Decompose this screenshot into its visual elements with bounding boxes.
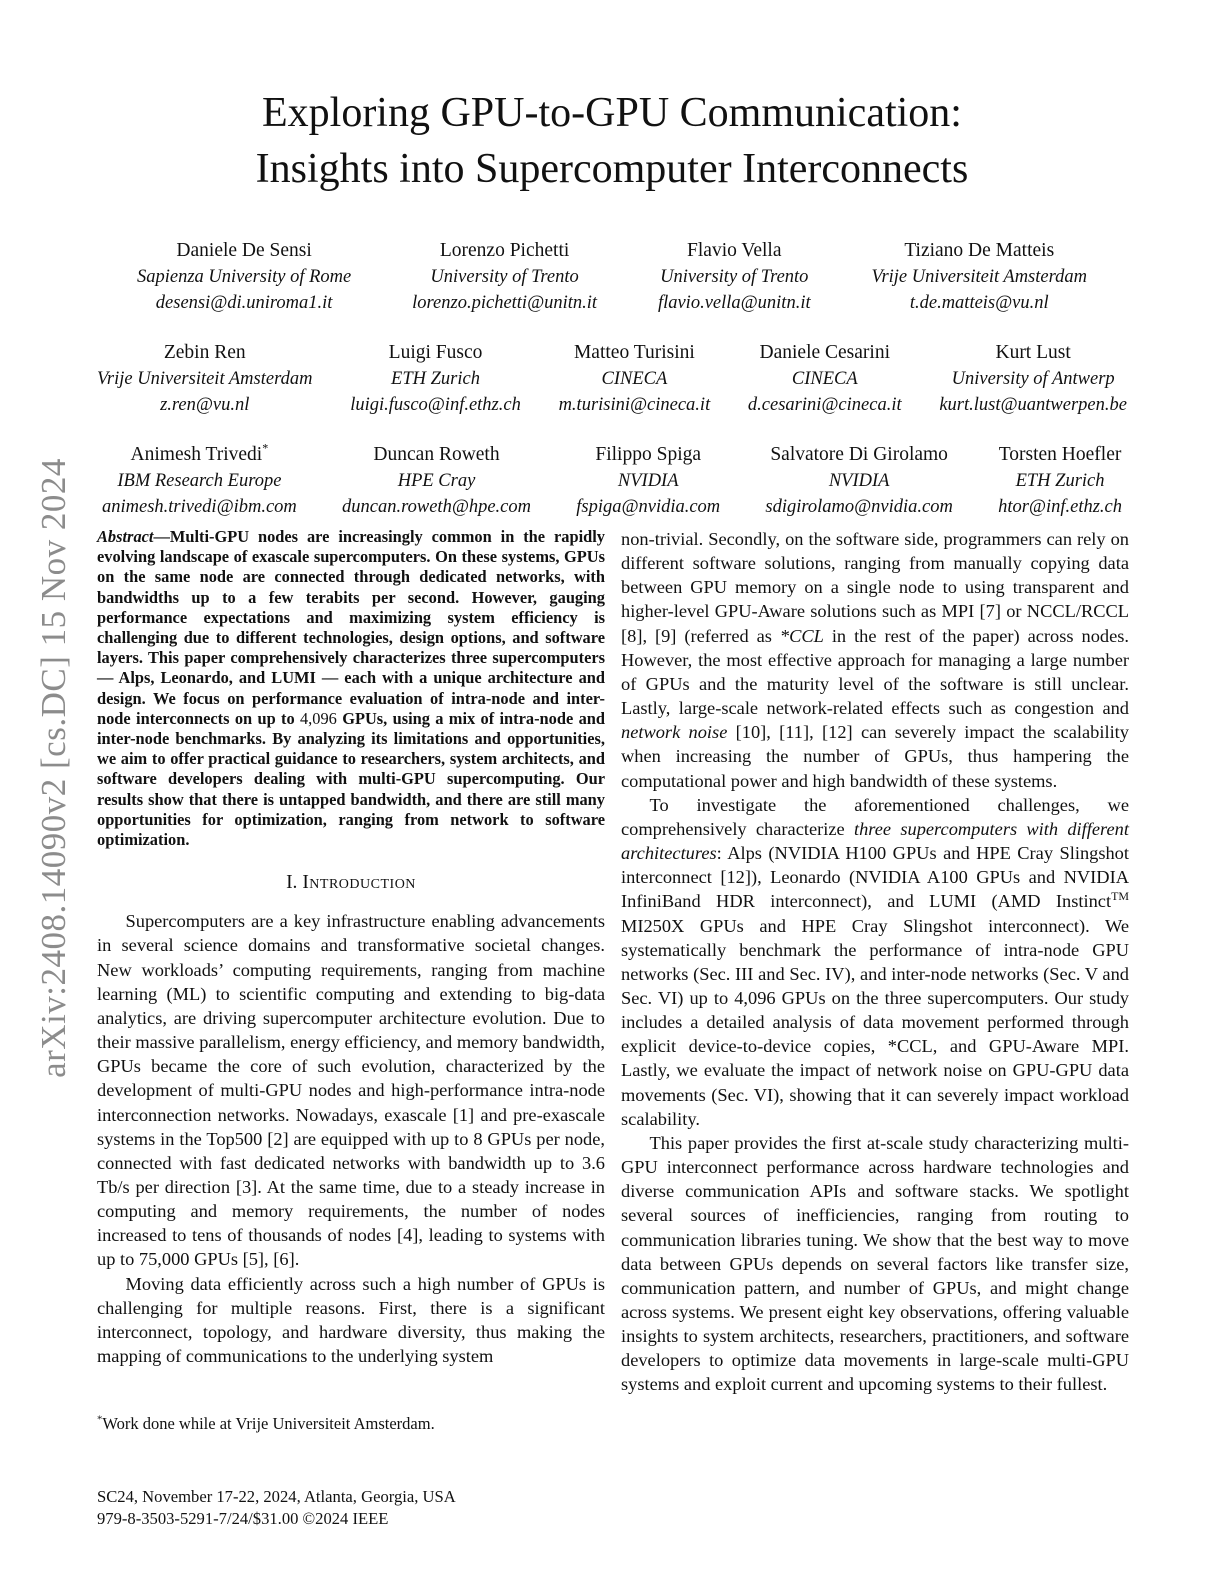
intro-paragraph-1: Supercomputers are a key infrastructure enabling advancements in several science domains and transformative societal changes. New workloads’ computing requirements, ranging from machine learning (ML) to scientific computing and extending to big-data analytics, are driving supercomputer architecture evolution. Due to their massive parallelism, energy efficiency, and memory bandwidth, GPUs became the core of such evolution, characterized by the development of multi-GPU nodes and high-performance intra-node interconnection networks. Nowadays, exascale [1] and pre-exascale systems in the Top500 [2] are equipped with up to 8 GPUs per node, connected with fast dedicated networks with bandwidth up to 3.6 Tb/s per direction [3]. At the same time, due to a steady increase in computing and memory requirements, the number of nodes increased to tens of thousands of nodes [4], leading to systems with up to 75,000 GPUs [5], [6]. <box>97 911 605 1270</box>
author-name: Flavio Vella <box>687 240 782 261</box>
author-name: Lorenzo Pichetti <box>439 240 570 261</box>
right-paragraph-3: This paper provides the first at-scale study characterizing multi-GPU interconnect performance across hardware technologies and diverse communication APIs and software stacks. We spotlight several sources of inefficiencies, ranging from routing to communication libraries tuning. We show that the best way to move data between GPUs depends on several factors like transfer size, communication pattern, and number of GPUs, and might change across systems. We present eight key observations, offering valuable insights to system architects, researchers, practitioners, and software developers to optimize data movements in large-scale multi-GPU systems and exploit current and upcoming systems to their fullest. <box>621 1132 1129 1395</box>
author-pichetti <box>412 238 597 316</box>
author-spiga <box>576 442 720 520</box>
author-name: Salvatore Di Girolamo <box>770 444 948 465</box>
author-email: animesh.trivedi@ibm.com <box>102 497 297 517</box>
author-affiliation: University of Trento <box>430 267 579 287</box>
author-name: Tiziano De Matteis <box>904 240 1055 261</box>
paper-title <box>0 86 1224 198</box>
author-trivedi <box>102 442 297 520</box>
author-affiliation: Sapienza University of Rome <box>137 267 352 287</box>
intro-paragraph-2: Moving data efficiently across such a high number of GPUs is challenging for multiple reasons. First, there is a significant interconnect, topology, and hardware diversity, thus making the mapping of communications to the underlying system <box>97 1273 605 1367</box>
paper-title-line1: Exploring GPU-to-GPU Communication: <box>262 90 962 136</box>
conference-line: SC24, November 17-22, 2024, Atlanta, Georgia, USA <box>97 1487 456 1506</box>
author-email: duncan.roweth@hpe.com <box>342 497 531 517</box>
body-columns <box>97 527 1129 1397</box>
author-email: z.ren@vu.nl <box>160 395 250 415</box>
author-name: Daniele Cesarini <box>759 342 891 363</box>
right-column <box>621 527 1129 1397</box>
author-name: Animesh Trivedi* <box>130 441 269 465</box>
author-name: Matteo Turisini <box>573 342 695 363</box>
author-email: desensi@di.uniroma1.it <box>155 293 333 313</box>
author-affiliation: Vrije Universiteit Amsterdam <box>97 369 313 389</box>
author-email: m.turisini@cineca.it <box>558 395 711 415</box>
author-email: kurt.lust@uantwerpen.be <box>939 395 1127 415</box>
abstract: Abstract—Multi-GPU nodes are increasingly common in the rapidly evolving landscape of exascale supercomputers. On these systems, GPUs on the same node are connected through dedicated networks, with bandwidths up to a few terabits per second. However, gauging performance expectations and maximizing system efficiency is challenging due to different technologies, design options, and software layers. This paper comprehensively characterizes three supercomputers — Alps, Leonardo, and LUMI — each with a unique architecture and design. We focus on performance evaluation of intra-node and inter-node interconnects on up to 4,096 GPUs, using a mix of intra-node and inter-node benchmarks. By analyzing its limitations and opportunities, we aim to offer practical guidance to researchers, system architects, and software developers dealing with multi-GPU supercomputing. Our results show that there is untapped bandwidth, and there are still many opportunities for optimization, ranging from network to software optimization. <box>97 527 605 850</box>
author-affiliation: ETH Zurich <box>1015 471 1105 491</box>
author-digirolamo <box>765 442 952 520</box>
author-row-3 <box>102 442 1122 520</box>
author-name: Duncan Roweth <box>373 444 500 465</box>
author-email: htor@inf.ethz.ch <box>998 497 1122 517</box>
author-name: Daniele De Sensi <box>176 240 312 261</box>
author-row-2 <box>97 340 1127 418</box>
right-paragraph-1: non-trivial. Secondly, on the software side, programmers can rely on different software solutions, ranging from manually copying data between GPU memory on a single node to using transparent and higher-level GPU-Aware solutions such as MPI [7] or NCCL/RCCL [8], [9] (referred as *CCL in the rest of the paper) across nodes. However, the most effective approach for managing a large number of GPUs and the maturity level of the software is still unclear. Lastly, large-scale network-related effects such as congestion and network noise [10], [11], [12] can severely impact the scalability when increasing the number of GPUs, thus hampering the computational power and high bandwidth of these systems. <box>621 529 1129 791</box>
author-fusco <box>350 340 521 418</box>
conference-footer <box>97 1486 605 1529</box>
author-block <box>0 238 1224 544</box>
author-name: Kurt Lust <box>995 342 1071 363</box>
author-affiliation: ETH Zurich <box>391 369 480 389</box>
copyright-line: 979-8-3503-5291-7/24/$31.00 ©2024 IEEE <box>97 1508 389 1528</box>
author-affiliation: NVIDIA <box>828 471 890 491</box>
section-label: Introduction <box>302 872 416 894</box>
author-email: d.cesarini@cineca.it <box>747 395 902 415</box>
author-affiliation: IBM Research Europe <box>117 471 282 491</box>
author-ren <box>97 340 312 418</box>
arxiv-watermark: arXiv:2408.14090v2 [cs.DC] 15 Nov 2024 <box>34 458 73 1078</box>
author-affiliation: CINECA <box>601 369 668 389</box>
author-affiliation: University of Trento <box>660 267 809 287</box>
author-footnote: *Work done while at Vrije Universiteit Amsterdam. <box>97 1413 435 1433</box>
author-name: Torsten Hoefler <box>998 444 1122 465</box>
author-dematteis <box>872 238 1087 316</box>
paper-title-line2: Insights into Supercomputer Interconnects <box>255 145 969 192</box>
author-email: fspiga@nvidia.com <box>576 497 721 517</box>
author-affiliation: HPE Cray <box>397 471 476 491</box>
author-email: luigi.fusco@inf.ethz.ch <box>350 395 521 415</box>
author-email: t.de.matteis@vu.nl <box>909 293 1049 313</box>
footnote-marker: * <box>262 441 269 456</box>
author-roweth <box>342 442 531 520</box>
author-email: sdigirolamo@nvidia.com <box>765 497 953 517</box>
author-email: flavio.vella@unitn.it <box>657 293 811 313</box>
section-number: I. <box>286 872 298 894</box>
author-email: lorenzo.pichetti@unitn.it <box>412 293 598 313</box>
author-affiliation: University of Antwerp <box>951 369 1115 389</box>
author-turisini <box>559 340 711 418</box>
author-hoefler <box>998 442 1122 520</box>
section-heading-introduction <box>97 872 605 894</box>
author-name: Filippo Spiga <box>595 444 702 465</box>
author-affiliation: NVIDIA <box>617 471 679 491</box>
author-name: Luigi Fusco <box>388 342 483 363</box>
author-desensi <box>137 238 351 316</box>
right-paragraph-2: To investigate the aforementioned challenges, we comprehensively characterize three supercomputers with different architectures: Alps (NVIDIA H100 GPUs and HPE Cray Slingshot interconnect [12]), Leonardo (NVIDIA A100 GPUs and NVIDIA InfiniBand HDR interconnect), and LUMI (AMD Instinct™ MI250X GPUs and HPE Cray Slingshot interconnect). We systematically benchmark the performance of intra-node GPU networks (Sec. III and Sec. IV), and inter-node networks (Sec. V and Sec. VI) up to 4,096 GPUs on the three supercomputers. Our study includes a detailed analysis of data movement performed through explicit device-to-device copies, *CCL, and GPU-Aware MPI. Lastly, we evaluate the impact of network noise on GPU-GPU data movements (Sec. VI), showing that it can severely impact workload scalability. <box>621 794 1129 1129</box>
author-vella <box>658 238 811 316</box>
author-name: Zebin Ren <box>163 342 246 363</box>
author-cesarini <box>748 340 902 418</box>
left-column <box>97 527 605 1397</box>
author-affiliation: Vrije Universiteit Amsterdam <box>871 267 1087 287</box>
author-row-1 <box>137 238 1087 316</box>
author-affiliation: CINECA <box>791 369 858 389</box>
author-lust <box>939 340 1127 418</box>
